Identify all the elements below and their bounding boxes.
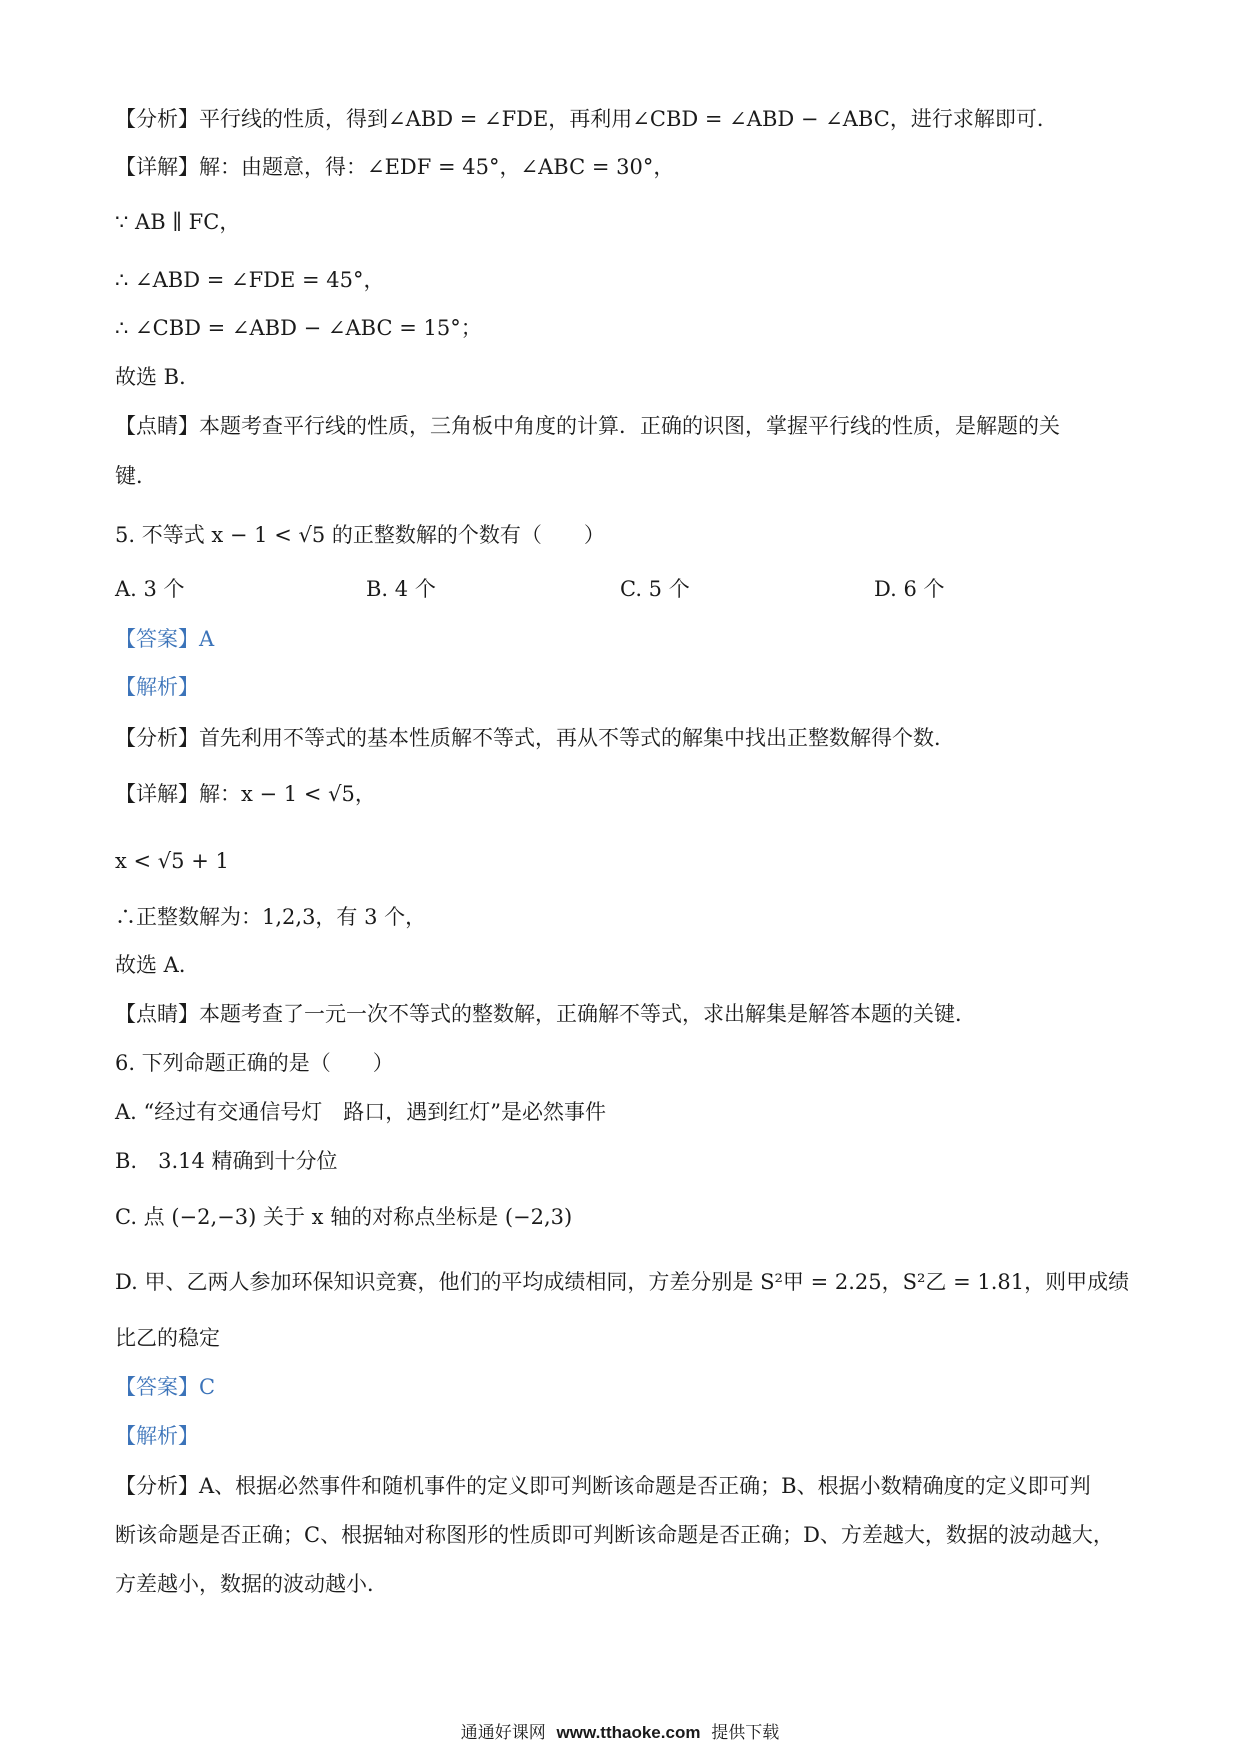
text-line: x < √5 + 1	[115, 849, 229, 873]
text-line: 【点睛】本题考查平行线的性质，三角板中角度的计算．正确的识图，掌握平行线的性质，是解题的关	[115, 414, 1060, 438]
text-line: 【分析】A、根据必然事件和随机事件的定义即可判断该命题是否正确；B、根据小数精确度的定义即可判	[115, 1474, 1091, 1498]
q6-option-d: D. 甲、乙两人参加环保知识竞赛，他们的平均成绩相同，方差分别是 S²甲 = 2.25，S²乙 = 1.81，则甲成绩	[115, 1270, 1130, 1294]
footer-url[interactable]: www.tthaoke.com	[556, 1723, 701, 1742]
q5-option-b: B. 4 个	[366, 577, 436, 601]
text-line: 故选 A．	[115, 953, 200, 977]
text-line: 【点睛】本题考查了一元一次不等式的整数解，正确解不等式，求出解集是解答本题的关键．	[115, 1002, 976, 1026]
question-6-stem: 6. 下列命题正确的是（ ）	[115, 1051, 394, 1075]
page-footer	[0, 1722, 1240, 1744]
text-line: 【分析】平行线的性质，得到∠ABD = ∠FDE，再利用∠CBD = ∠ABD − ∠ABC，进行求解即可．	[115, 107, 1058, 131]
answer-tag: 【答案】C	[115, 1375, 216, 1399]
text-line: 故选 B．	[115, 365, 201, 389]
question-5-stem: 5. 不等式 x − 1 < √5 的正整数解的个数有（ ）	[115, 523, 605, 547]
text-line: 【分析】首先利用不等式的基本性质解不等式，再从不等式的解集中找出正整数解得个数．	[115, 726, 955, 750]
answer-tag: 【答案】A	[115, 627, 215, 651]
q5-option-a: A. 3 个	[115, 577, 185, 601]
text-line: 【详解】解：x − 1 < √5，	[115, 782, 376, 806]
analysis-tag: 【解析】	[115, 675, 199, 699]
text-line: 方差越小，数据的波动越小．	[115, 1572, 388, 1596]
q6-option-c: C. 点 (−2,−3) 关于 x 轴的对称点坐标是 (−2,3)	[115, 1205, 573, 1229]
text-line: 断该命题是否正确；C、根据轴对称图形的性质即可判断该命题是否正确；D、方差越大，数据的波动越大，	[115, 1523, 1114, 1547]
text-line: 比乙的稳定	[115, 1326, 220, 1350]
text-line: 键．	[115, 464, 157, 488]
footer-site-name: 通通好课网	[460, 1723, 546, 1743]
q6-option-a: A. “经过有交通信号灯 路口，遇到红灯”是必然事件	[115, 1100, 606, 1124]
text-line: 【详解】解：由题意，得：∠EDF = 45°，∠ABC = 30°，	[115, 155, 675, 179]
q6-option-b: B. 3.14 精确到十分位	[115, 1149, 338, 1173]
text-line: ∴ ∠CBD = ∠ABD − ∠ABC = 15°；	[115, 316, 482, 340]
footer-download-text: 提供下载	[711, 1723, 780, 1743]
text-line: ∴正整数解为：1,2,3，有 3 个，	[115, 905, 427, 929]
text-line: ∵ AB ∥ FC，	[115, 210, 241, 234]
text-line: ∴ ∠ABD = ∠FDE = 45°，	[115, 268, 385, 292]
q5-option-d: D. 6 个	[874, 577, 945, 601]
q5-option-c: C. 5 个	[620, 577, 690, 601]
analysis-tag: 【解析】	[115, 1424, 199, 1448]
